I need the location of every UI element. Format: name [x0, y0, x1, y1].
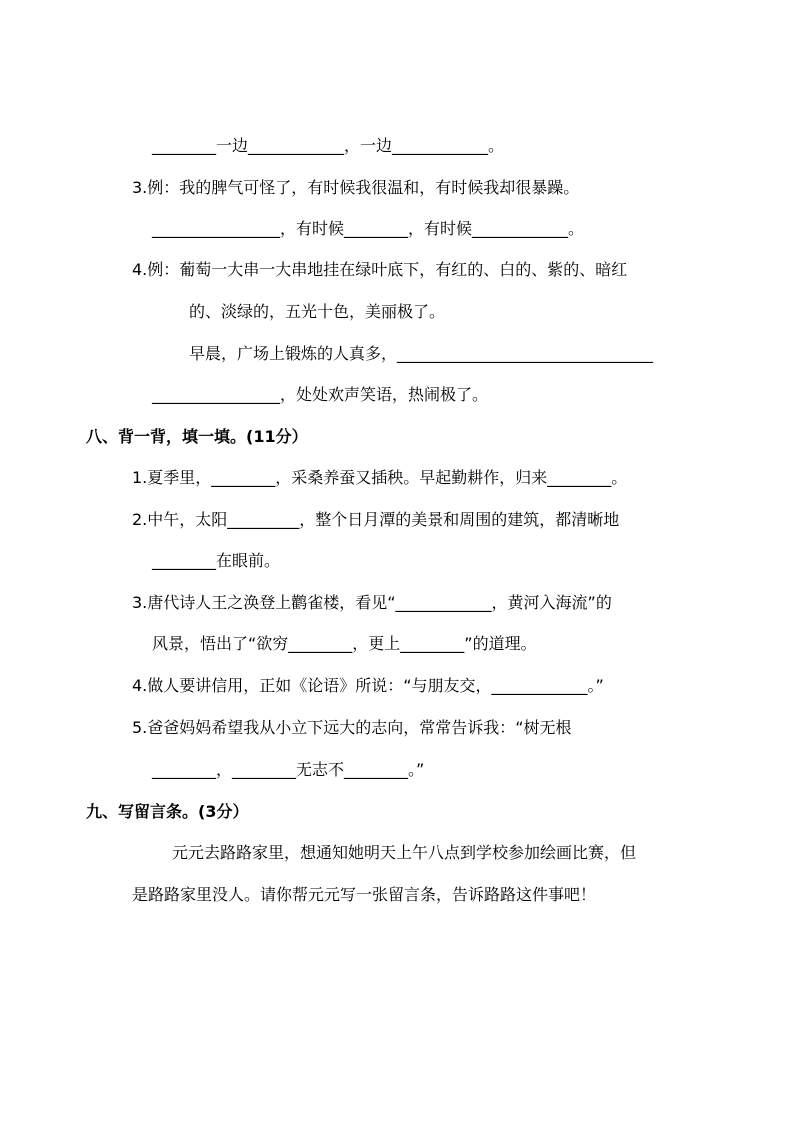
- question-8-2: 2.中午，太阳_________，整个日月潭的美景和周围的建筑，都清晰地: [132, 510, 620, 529]
- section-8-heading: 八、背一背，填一填。(11分）: [86, 427, 308, 446]
- fill-line-zaochen: 早晨，广场上锻炼的人真多，________________________________: [189, 344, 654, 363]
- fill-line-zaochen-cont: ________________，处处欢声笑语，热闹极了。: [152, 385, 489, 404]
- fill-line-youshihou: ________________，有时候________，有时候____________。: [152, 219, 585, 238]
- question-8-2-cont: ________在眼前。: [152, 551, 281, 570]
- section-9-heading: 九、写留言条。(3分）: [86, 802, 249, 821]
- question-8-5-cont: ________，________无志不________。”: [152, 760, 425, 779]
- example-4-text: 4.例：葡萄一大串一大串地挂在绿叶底下，有红的、白的、紫的、暗红: [132, 260, 628, 279]
- example-4-text-cont: 的、淡绿的，五光十色，美丽极了。: [189, 302, 446, 321]
- question-8-3: 3.唐代诗人王之涣登上鹳雀楼，看见“____________，黄河入海流”的: [132, 593, 612, 612]
- question-8-3-cont: 风景，悟出了“欲穷________，更上________”的道理。: [152, 634, 537, 653]
- question-8-4: 4.做人要讲信用，正如《论语》所说：“与朋友交，____________。”: [132, 676, 604, 695]
- example-3-text: 3.例：我的脾气可怪了，有时候我很温和，有时候我却很暴躁。: [132, 178, 580, 197]
- section-9-prompt: 元元去路路家里，想通知她明天上午八点到学校参加绘画比赛，但: [172, 843, 637, 862]
- section-9-prompt-cont: 是路路家里没人。请你帮元元写一张留言条，告诉路路这件事吧！: [132, 885, 597, 904]
- fill-line-yibian: ________一边____________，一边____________。: [152, 136, 505, 155]
- question-8-1: 1.夏季里，________，采桑养蚕又插秧。早起勤耕作，归来________。: [132, 468, 628, 487]
- question-8-5: 5.爸爸妈妈希望我从小立下远大的志向，常常告诉我：“树无根: [132, 718, 572, 737]
